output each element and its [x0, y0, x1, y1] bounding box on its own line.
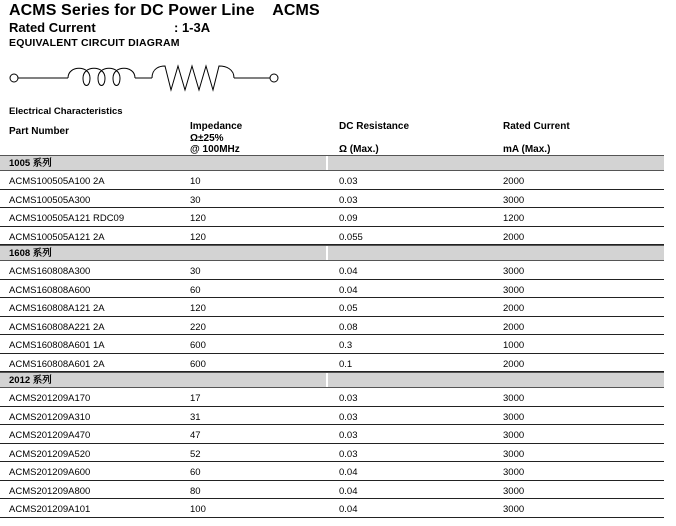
- table-row: [0, 171, 664, 190]
- table-header: [0, 118, 664, 156]
- dc-resistance-cell: 0.03: [339, 176, 358, 187]
- table-row: [0, 481, 664, 500]
- table-row: [0, 499, 664, 518]
- part-number-cell: ACMS160808A601 2A: [9, 358, 105, 370]
- col-part-number: Part Number: [9, 126, 70, 137]
- impedance-cell: 10: [190, 176, 201, 187]
- dc-resistance-cell: 0.1: [339, 358, 353, 370]
- dc-resistance-cell: 0.03: [339, 411, 358, 423]
- rated-current-cell: 3000: [503, 485, 525, 497]
- table-row: [0, 335, 664, 354]
- rated-current-line: [9, 20, 210, 35]
- impedance-cell: 120: [190, 231, 206, 243]
- terminal-left-icon: [10, 74, 18, 82]
- group-label: 1005 系列: [9, 158, 52, 169]
- col-dc-resistance: [339, 121, 409, 156]
- group-separator: [326, 373, 328, 387]
- impedance-cell: 600: [190, 358, 206, 370]
- part-number-cell: ACMS201209A470: [9, 430, 91, 441]
- spec-table: [0, 155, 664, 518]
- impedance-cell: 31: [190, 411, 201, 423]
- dc-resistance-cell: 0.08: [339, 321, 358, 333]
- part-number-cell: ACMS201209A170: [9, 393, 91, 404]
- part-number-cell: ACMS201209A800: [9, 485, 91, 497]
- col-rated-current: [503, 121, 570, 156]
- part-number-cell: ACMS160808A221 2A: [9, 321, 105, 333]
- equivalent-circuit-label: EQUIVALENT CIRCUIT DIAGRAM: [9, 37, 180, 49]
- table-row: [0, 317, 664, 336]
- col-current-line2: mA (Max.): [503, 144, 551, 155]
- rated-current-value: : 1-3A: [174, 20, 211, 35]
- dc-resistance-cell: 0.04: [339, 284, 358, 296]
- equivalent-circuit-diagram: [8, 64, 280, 94]
- impedance-cell: 30: [190, 266, 201, 277]
- table-row: [0, 261, 664, 280]
- rated-current-cell: 3000: [503, 266, 525, 277]
- table-row: [0, 444, 664, 463]
- dc-resistance-cell: 0.04: [339, 485, 358, 497]
- rated-current-label: Rated Current: [9, 20, 96, 35]
- part-number-cell: ACMS201209A520: [9, 448, 91, 460]
- dc-resistance-cell: 0.03: [339, 393, 358, 404]
- group-header: [0, 372, 664, 388]
- table-row: [0, 190, 664, 209]
- impedance-cell: 100: [190, 504, 206, 515]
- part-number-cell: ACMS100505A121 RDC09: [9, 213, 125, 224]
- table-row: [0, 298, 664, 317]
- impedance-cell: 60: [190, 467, 201, 478]
- group-separator: [326, 246, 328, 260]
- rated-current-cell: 1200: [503, 213, 525, 224]
- dc-resistance-cell: 0.03: [339, 448, 358, 460]
- col-dcr-line2: Ω (Max.): [339, 144, 379, 155]
- group-label: 2012 系列: [9, 375, 52, 386]
- col-impedance-line2: Ω±25%: [190, 132, 224, 144]
- rated-current-cell: 3000: [503, 411, 525, 423]
- rated-current-cell: 2000: [503, 176, 525, 187]
- dc-resistance-cell: 0.04: [339, 467, 358, 478]
- part-number-cell: ACMS201209A101: [9, 504, 91, 515]
- rated-current-cell: 2000: [503, 231, 525, 243]
- impedance-cell: 220: [190, 321, 206, 333]
- dc-resistance-cell: 0.09: [339, 213, 358, 224]
- terminal-right-icon: [270, 74, 278, 82]
- impedance-cell: 17: [190, 393, 201, 404]
- col-current-line1: Rated Current: [503, 121, 570, 132]
- rated-current-cell: 2000: [503, 303, 525, 314]
- group-separator: [326, 156, 328, 170]
- group-label: 1608 系列: [9, 248, 52, 259]
- inductor-symbol: [68, 68, 135, 85]
- dc-resistance-cell: 0.055: [339, 231, 363, 243]
- part-number-cell: ACMS160808A121 2A: [9, 303, 105, 314]
- rated-current-cell: 2000: [503, 358, 525, 370]
- impedance-cell: 120: [190, 213, 206, 224]
- impedance-cell: 80: [190, 485, 201, 497]
- impedance-cell: 30: [190, 194, 201, 206]
- dc-resistance-cell: 0.05: [339, 303, 358, 314]
- group-header: [0, 245, 664, 261]
- rated-current-cell: 1000: [503, 340, 525, 351]
- table-row: [0, 407, 664, 426]
- rated-current-cell: 3000: [503, 194, 525, 206]
- part-number-cell: ACMS100505A100 2A: [9, 176, 105, 187]
- table-row: [0, 354, 664, 373]
- rated-current-cell: 3000: [503, 504, 525, 515]
- col-impedance: [190, 121, 242, 156]
- impedance-cell: 120: [190, 303, 206, 314]
- rated-current-cell: 3000: [503, 393, 525, 404]
- electrical-characteristics-label: Electrical Characteristics: [9, 106, 123, 117]
- dc-resistance-cell: 0.3: [339, 340, 353, 351]
- dc-resistance-cell: 0.03: [339, 194, 358, 206]
- dc-resistance-cell: 0.03: [339, 430, 358, 441]
- page-title: ACMS Series for DC Power Line ACMS: [9, 2, 320, 19]
- table-row: [0, 227, 664, 246]
- table-row: [0, 388, 664, 407]
- col-dcr-line1: DC Resistance: [339, 121, 410, 132]
- table-row: [0, 462, 664, 481]
- col-impedance-line3: @ 100MHz: [190, 144, 240, 155]
- impedance-cell: 60: [190, 284, 201, 296]
- dc-resistance-cell: 0.04: [339, 266, 358, 277]
- rated-current-cell: 3000: [503, 430, 525, 441]
- part-number-cell: ACMS100505A300: [9, 194, 91, 206]
- part-number-cell: ACMS160808A600: [9, 284, 91, 296]
- impedance-cell: 47: [190, 430, 201, 441]
- group-header: [0, 155, 664, 171]
- rated-current-cell: 2000: [503, 321, 525, 333]
- rated-current-cell: 3000: [503, 284, 525, 296]
- col-impedance-line1: Impedance: [190, 121, 243, 132]
- impedance-cell: 52: [190, 448, 201, 460]
- impedance-cell: 600: [190, 340, 206, 351]
- part-number-cell: ACMS201209A600: [9, 467, 91, 478]
- rated-current-cell: 3000: [503, 467, 525, 478]
- table-row: [0, 208, 664, 227]
- table-row: [0, 280, 664, 299]
- part-number-cell: ACMS100505A121 2A: [9, 231, 105, 243]
- table-row: [0, 425, 664, 444]
- part-number-cell: ACMS160808A300: [9, 266, 91, 277]
- part-number-cell: ACMS201209A310: [9, 411, 91, 423]
- dc-resistance-cell: 0.04: [339, 504, 358, 515]
- resistor-symbol: [152, 66, 234, 90]
- rated-current-cell: 3000: [503, 448, 525, 460]
- part-number-cell: ACMS160808A601 1A: [9, 340, 105, 351]
